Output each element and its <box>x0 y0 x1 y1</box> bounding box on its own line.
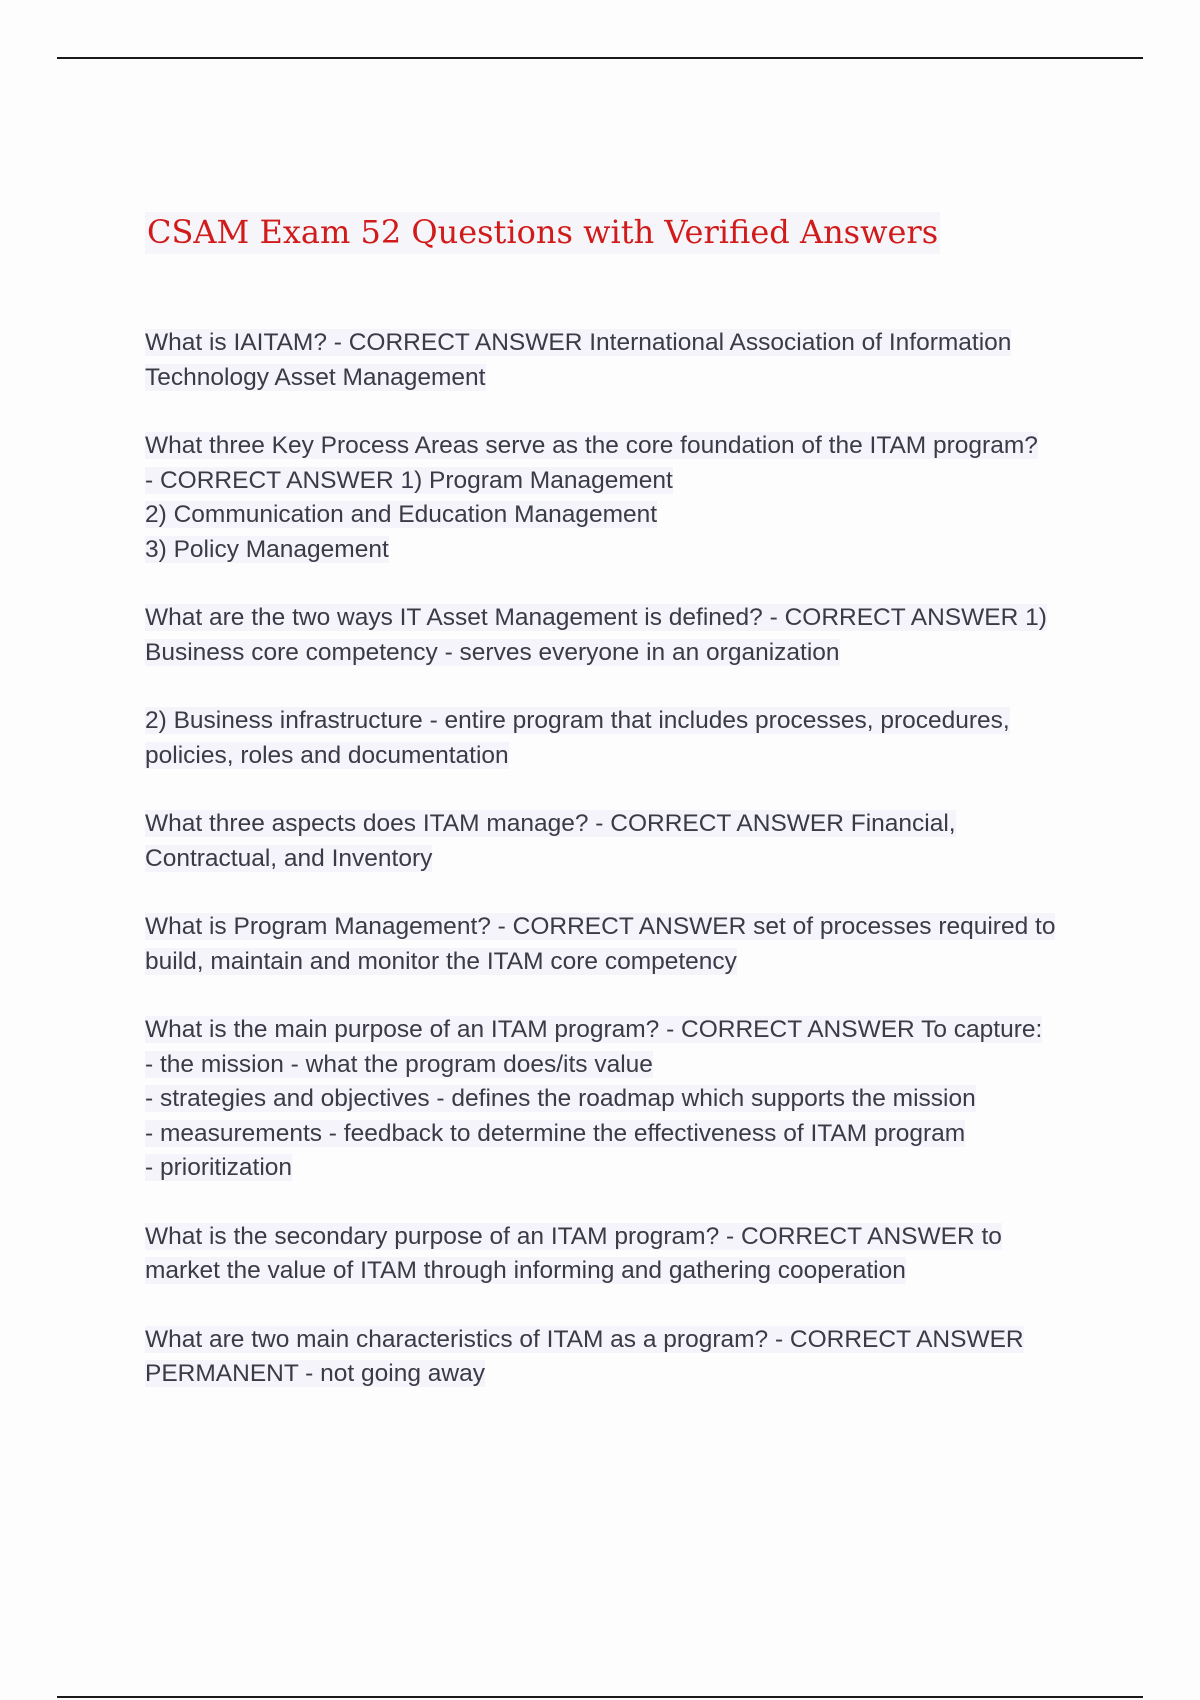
qa-entry <box>145 326 1095 395</box>
qa-line: policies, roles and documentation <box>145 741 509 769</box>
qa-line: Business core competency - serves everyone in an organization <box>145 638 840 666</box>
qa-entry <box>145 1323 1095 1392</box>
qa-line: What three Key Process Areas serve as the core foundation of the ITAM program? <box>145 432 1038 459</box>
qa-line: What is IAITAM? - CORRECT ANSWER International Association of Information <box>145 329 1012 356</box>
qa-line: What are two main characteristics of ITAM as a program? - CORRECT ANSWER <box>145 1325 1024 1353</box>
qa-entry <box>145 910 1095 979</box>
qa-line: Technology Asset Management <box>145 363 486 391</box>
qa-line: What three aspects does ITAM manage? - CORRECT ANSWER Financial, <box>145 810 956 837</box>
qa-line: 2) Communication and Education Management <box>145 501 658 528</box>
qa-line: What is Program Management? - CORRECT ANSWER set of processes required to <box>145 913 1056 940</box>
qa-list <box>145 326 1095 1426</box>
qa-line: 3) Policy Management <box>145 535 389 563</box>
qa-line: - prioritization <box>145 1154 293 1181</box>
qa-entry <box>145 1220 1095 1289</box>
footer-rule <box>57 1696 1143 1698</box>
qa-entry <box>145 704 1095 773</box>
qa-line: market the value of ITAM through informing and gathering cooperation <box>145 1257 906 1284</box>
qa-line: - CORRECT ANSWER 1) Program Management <box>145 466 673 494</box>
qa-line: What is the secondary purpose of an ITAM program? - CORRECT ANSWER to <box>145 1222 1002 1250</box>
qa-entry <box>145 807 1095 876</box>
qa-line: build, maintain and monitor the ITAM core competency <box>145 947 737 975</box>
qa-line: What are the two ways IT Asset Management is defined? - CORRECT ANSWER 1) <box>145 604 1047 631</box>
qa-line: Contractual, and Inventory <box>145 844 433 872</box>
document-title: CSAM Exam 52 Questions with Verified Answers <box>145 212 940 254</box>
qa-line: 2) Business infrastructure - entire program that includes processes, procedures, <box>145 707 1010 734</box>
header-rule <box>57 57 1143 59</box>
qa-line: - strategies and objectives - defines the roadmap which supports the mission <box>145 1085 976 1112</box>
qa-line: What is the main purpose of an ITAM program? - CORRECT ANSWER To capture: <box>145 1016 1043 1043</box>
qa-line: - measurements - feedback to determine the effectiveness of ITAM program <box>145 1119 966 1147</box>
qa-entry <box>145 429 1095 567</box>
qa-entry <box>145 601 1095 670</box>
qa-line: - the mission - what the program does/its value <box>145 1050 653 1078</box>
qa-line: PERMANENT - not going away <box>145 1360 485 1387</box>
qa-entry <box>145 1013 1095 1186</box>
